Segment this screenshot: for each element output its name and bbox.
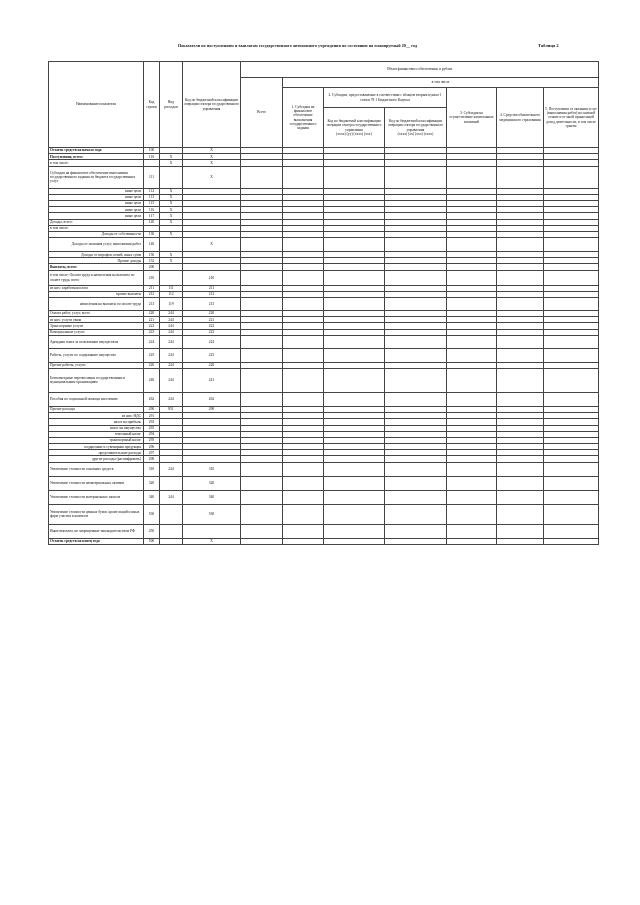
value-cell[interactable] [544,476,599,490]
row-expense-type: 244 [160,311,183,317]
row-kosgu: X [183,166,241,188]
value-cell[interactable] [497,504,544,524]
row-code: 213 [144,298,160,311]
value-cell[interactable] [324,524,385,538]
value-cell[interactable] [544,348,599,362]
row-expense-type: X [160,252,183,258]
row-kosgu: X [183,154,241,160]
column-header-subsidy-78: 2. Субсидии, предоставляемые в соответствии с абзацем вторым пункта 1 статьи 78.1 Бюджетного Кодекса [324,88,447,108]
row-code: 297 [144,450,160,456]
row-name: иные цели [49,188,144,194]
row-name: Пособия по социальной помощи населению [49,392,144,406]
value-cell[interactable] [241,504,283,524]
row-kosgu: 223 [183,329,241,335]
value-cell[interactable] [324,298,385,311]
table-row [49,538,599,544]
row-expense-type: 244 [160,317,183,323]
column-header-financial-volume: Объем финансового обеспечения, в рублях [241,62,599,78]
value-cell[interactable] [447,238,497,252]
row-code: 100 [144,148,160,154]
value-cell[interactable] [324,538,385,544]
row-kosgu: 226 [183,362,241,368]
value-cell[interactable] [324,348,385,362]
row-name: прочие выплаты [49,291,144,297]
row-code: 210 [144,270,160,285]
value-cell[interactable] [447,298,497,311]
value-cell[interactable] [283,490,324,504]
value-cell[interactable] [283,298,324,311]
value-cell[interactable] [283,166,324,188]
row-name: налог на прибыль [49,419,144,425]
value-cell[interactable] [241,298,283,311]
table-row [49,524,599,538]
row-name: Доходы от собственности [49,231,144,237]
row-name: Коммунальные услуги [49,329,144,335]
table-row [49,270,599,285]
value-cell[interactable] [544,270,599,285]
value-cell[interactable] [241,238,283,252]
row-name: Поступления, всего: [49,154,144,160]
value-cell[interactable] [447,504,497,524]
value-cell[interactable] [241,490,283,504]
row-expense-type: X [160,219,183,225]
row-kosgu: 225 [183,348,241,362]
row-kosgu: 221 [183,317,241,323]
row-code: 290 [144,406,160,412]
row-name: из них: НДС [49,413,144,419]
value-cell[interactable] [324,476,385,490]
value-cell[interactable] [544,298,599,311]
row-expense-type: 244 [160,490,183,504]
column-header-total: Всего [241,78,283,148]
row-code: 292 [144,419,160,425]
column-header-subsidy-assignment: 1. Субсидия на финансовое обеспечение выполнения государственного задания [283,88,324,148]
column-header-including: в том числе [283,78,599,88]
row-kosgu: 212 [183,291,241,297]
value-cell[interactable] [283,335,324,348]
row-expense-type: X [160,258,183,264]
row-code: 320 [144,476,160,490]
row-kosgu: 530 [183,504,241,524]
row-code: 296 [144,444,160,450]
value-cell[interactable] [497,462,544,476]
table-row [49,298,599,311]
row-name: Остаток средств на конец года [49,538,144,544]
value-cell[interactable] [241,462,283,476]
value-cell[interactable] [324,335,385,348]
value-cell[interactable] [385,392,447,406]
row-code: 223 [144,329,160,335]
row-code: 116 [144,207,160,213]
row-name: Доходы, всего: [49,219,144,225]
row-kosgu: X [183,148,241,154]
row-kosgu: 224 [183,335,241,348]
row-kosgu [183,524,241,538]
row-name: Работы, услуги по содержанию имущества [49,348,144,362]
row-code: 150 [144,252,160,258]
value-cell[interactable] [324,238,385,252]
row-code: 221 [144,317,160,323]
value-cell[interactable] [447,348,497,362]
value-cell[interactable] [385,166,447,188]
row-code: 117 [144,213,160,219]
row-name: Увеличение стоимости основных средств [49,462,144,476]
row-code: 112 [144,188,160,194]
value-cell[interactable] [385,524,447,538]
row-expense-type [160,166,183,188]
row-code: 111 [144,166,160,188]
row-kosgu: 211 [183,285,241,291]
column-header-kosgu: Код по бюджетной классификации операции сектора государственного управления [183,62,241,148]
row-code: 152 [144,258,160,264]
column-header-name: Наименование показателя [49,62,144,148]
sub-kosgu-a-label: Код по бюджетной классификации операции сектора государственного управления [326,119,382,132]
row-name: иные цели [49,200,144,206]
column-header-subsidy-capital: 3. Субсидия на осуществление капитальных вложений [447,88,497,148]
value-cell[interactable] [447,368,497,392]
table-row [49,368,599,392]
row-kosgu: 340 [183,490,241,504]
row-kosgu: 320 [183,476,241,490]
column-header-code: Код строки [144,62,160,148]
row-expense-type [160,504,183,524]
row-expense-type: 851 [160,406,183,412]
value-cell[interactable] [241,392,283,406]
row-kosgu: 310 [183,462,241,476]
row-expense-type: X [160,200,183,206]
value-cell[interactable] [497,298,544,311]
column-header-expense-type: Вид расходов [160,62,183,148]
row-name: из них: услуги связи [49,317,144,323]
table-row [49,335,599,348]
row-code: 295 [144,437,160,443]
row-name: налог на имущество [49,425,144,431]
row-code: 225 [144,348,160,362]
value-cell[interactable] [283,462,324,476]
table-row [49,490,599,504]
column-header-sub-kosgu-b [385,108,447,148]
row-name: другие расходы (расшифровать) [49,456,144,462]
row-kosgu: 262 [183,392,241,406]
value-cell[interactable] [447,392,497,406]
row-name: Увеличение стоимости нематериальных активов [49,476,144,490]
row-name: начисления на выплаты по оплате труда [49,298,144,311]
row-expense-type [160,538,183,544]
value-cell[interactable] [447,166,497,188]
table-row [49,238,599,252]
row-expense-type: 244 [160,323,183,329]
row-code: 500 [144,538,160,544]
value-cell[interactable] [241,270,283,285]
row-name: в том числе: [49,225,144,231]
value-cell[interactable] [497,270,544,285]
value-cell[interactable] [544,504,599,524]
row-expense-type: X [160,213,183,219]
row-code: 113 [144,194,160,200]
value-cell[interactable] [385,476,447,490]
row-expense-type [160,476,183,490]
row-name: Оплата работ, услуг, всего [49,311,144,317]
row-code: 340 [144,490,160,504]
row-kosgu: 241 [183,368,241,392]
value-cell[interactable] [283,270,324,285]
value-cell[interactable] [241,166,283,188]
value-cell[interactable] [324,270,385,285]
table-row [49,462,599,476]
row-name: иные цели [49,194,144,200]
row-name: иные цели [49,207,144,213]
row-code: 298 [144,456,160,462]
row-expense-type: 244 [160,462,183,476]
row-code: 120 [144,219,160,225]
row-code: 293 [144,425,160,431]
row-name: Увеличение стоимости материальных запасов [49,490,144,504]
row-expense-type: X [160,194,183,200]
row-code: 220 [144,311,160,317]
row-code: 224 [144,335,160,348]
row-expense-type: X [160,207,183,213]
value-cell[interactable] [324,490,385,504]
value-cell[interactable] [324,166,385,188]
value-cell[interactable] [385,504,447,524]
value-cell[interactable] [544,490,599,504]
value-cell[interactable] [497,238,544,252]
value-cell[interactable] [497,538,544,544]
row-name: транспортный налог [49,437,144,443]
value-cell[interactable] [283,476,324,490]
row-expense-type: 244 [160,348,183,362]
row-kosgu: 222 [183,323,241,329]
row-kosgu: X [183,160,241,166]
table-body [49,148,599,545]
row-expense-type: 119 [160,298,183,311]
value-cell[interactable] [497,166,544,188]
row-expense-type: X [160,154,183,160]
value-cell[interactable] [324,504,385,524]
row-expense-type: 112 [160,291,183,297]
row-expense-type: X [160,160,183,166]
value-cell[interactable] [283,524,324,538]
sub-kosgu-b-code: (xxxx) (xx) (xxx) (xxxx) [397,131,434,136]
value-cell[interactable] [497,348,544,362]
row-name: земельный налог [49,431,144,437]
table-row [49,392,599,406]
row-name: Транспортные услуги [49,323,144,329]
value-cell[interactable] [283,238,324,252]
value-cell[interactable] [283,368,324,392]
row-kosgu: 210 [183,270,241,285]
row-expense-type [160,270,183,285]
row-name: Арендная плата за пользование имуществом [49,335,144,348]
value-cell[interactable] [283,538,324,544]
row-name: Прочие доходы [49,258,144,264]
value-cell[interactable] [385,238,447,252]
row-name: иные цели [49,213,144,219]
row-kosgu: 220 [183,311,241,317]
value-cell[interactable] [385,462,447,476]
value-cell[interactable] [497,368,544,392]
value-cell[interactable] [283,504,324,524]
row-code: 240 [144,368,160,392]
value-cell[interactable] [385,335,447,348]
table-row [49,476,599,490]
row-expense-type: 111 [160,285,183,291]
table-row [49,166,599,188]
row-name: Прочие работы, услуги [49,362,144,368]
table-row [49,348,599,362]
value-cell[interactable] [241,476,283,490]
row-name: Безвозмездные перечисления государственным и муниципальным организациям [49,368,144,392]
row-expense-type: 244 [160,362,183,368]
value-cell[interactable] [241,348,283,362]
row-name: Доходы от оказания услуг, выполнения работ [49,238,144,252]
column-header-income-paid: 5. Поступления от оказания услуг (выполнения работ) на платной основе и от иной приносящей доход деятельности, в том числе гранты [544,88,599,148]
column-header-sub-kosgu-a [324,108,385,148]
row-code: 130 [144,231,160,237]
table-row [49,504,599,524]
row-code: 212 [144,291,160,297]
value-cell[interactable] [447,490,497,504]
row-code: 450 [144,524,160,538]
value-cell[interactable] [497,392,544,406]
value-cell[interactable] [544,368,599,392]
row-name: Субсидия на финансовое обеспечение выполнения государственного задания из бюджета государственных услуг [49,166,144,188]
row-name: подарочные и сувенирная продукция [49,444,144,450]
value-cell[interactable] [324,462,385,476]
row-expense-type: 244 [160,335,183,348]
row-name: Остаток средств на начало года [49,148,144,154]
value-cell[interactable] [241,524,283,538]
value-cell[interactable] [544,524,599,538]
row-kosgu: X [183,238,241,252]
value-cell[interactable] [241,335,283,348]
value-cell[interactable] [385,348,447,362]
value-cell[interactable] [497,476,544,490]
value-cell[interactable] [544,335,599,348]
row-code: 200 [144,264,160,270]
sub-kosgu-a-code: (xxxx) (yy) (xxxx) (xxx) [336,131,372,136]
row-name: представительские расходы [49,450,144,456]
value-cell[interactable] [544,392,599,406]
row-expense-type: X [160,188,183,194]
value-cell[interactable] [385,270,447,285]
value-cell[interactable] [544,238,599,252]
value-cell[interactable] [544,462,599,476]
value-cell[interactable] [447,524,497,538]
row-code: 140 [144,238,160,252]
value-cell[interactable] [447,462,497,476]
row-code: 310 [144,462,160,476]
row-code: 262 [144,392,160,406]
value-cell[interactable] [324,392,385,406]
value-cell[interactable] [241,368,283,392]
page-title: Показатели по поступлениям и выплатам государственного автономного учреждения по состоянию на планируемый 20__ год [178,43,418,48]
row-code: 115 [144,200,160,206]
financial-indicators-table [48,61,599,545]
row-name: в том числе: Оплата труда и начисления на выплаты по оплате труда, всего [49,270,144,285]
row-code: 222 [144,323,160,329]
row-expense-type: 244 [160,329,183,335]
column-header-oms: 4. Средства обязательного медицинского страхования [497,88,544,148]
row-expense-type [160,524,183,538]
row-kosgu: X [183,538,241,544]
table-label: Таблица 2 [538,43,559,48]
row-name: Доходы от штрафов, пеней, иных сумм [49,252,144,258]
row-kosgu: 213 [183,298,241,311]
value-cell[interactable] [447,538,497,544]
value-cell[interactable] [385,298,447,311]
value-cell[interactable] [241,538,283,544]
value-cell[interactable] [544,166,599,188]
row-expense-type: 244 [160,368,183,392]
row-name: Увеличение стоимости ценных бумаг, кроме акций и иных форм участия в капитале [49,504,144,524]
value-cell[interactable] [324,368,385,392]
row-name: в том числе: [49,160,144,166]
value-cell[interactable] [385,368,447,392]
row-code: 291 [144,413,160,419]
value-cell[interactable] [497,524,544,538]
row-expense-type: 244 [160,392,183,406]
value-cell[interactable] [385,538,447,544]
row-name: Иные выплаты, не запрещенные законодательством РФ [49,524,144,538]
value-cell[interactable] [447,476,497,490]
value-cell[interactable] [544,538,599,544]
value-cell[interactable] [497,335,544,348]
row-expense-type: X [160,231,183,237]
row-code: 530 [144,504,160,524]
row-code: 294 [144,431,160,437]
value-cell[interactable] [385,490,447,504]
value-cell[interactable] [447,335,497,348]
value-cell[interactable] [283,392,324,406]
row-name: Прочие расходы [49,406,144,412]
row-name: Выплаты, всего: [49,264,144,270]
value-cell[interactable] [283,348,324,362]
row-name: из них: заработная плата [49,285,144,291]
sub-kosgu-b-label: Код по бюджетной классификации операции сектора государственного управления [388,119,443,132]
value-cell[interactable] [447,270,497,285]
row-code: 211 [144,285,160,291]
row-expense-type [160,238,183,252]
row-code: 110 [144,154,160,160]
row-kosgu: 290 [183,406,241,412]
value-cell[interactable] [497,490,544,504]
row-code: 226 [144,362,160,368]
